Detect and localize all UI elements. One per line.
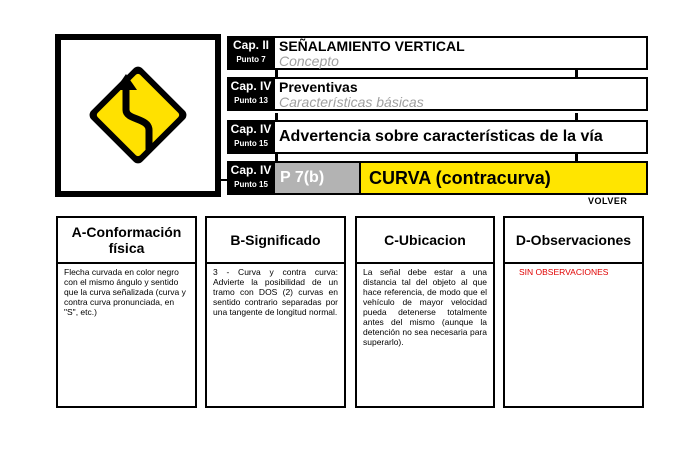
connector-tick <box>575 154 578 161</box>
chapter-label <box>227 77 275 111</box>
panel-conformacion <box>56 216 197 408</box>
connector-tick <box>275 113 278 120</box>
sign-frame <box>55 34 221 197</box>
row-content <box>275 36 648 70</box>
chapter-label <box>227 120 275 154</box>
chapter-label <box>227 161 275 195</box>
row-subtitle: Concepto <box>279 53 339 69</box>
panel-title: D-Observaciones <box>505 218 642 264</box>
point-number: Punto 7 <box>236 55 266 64</box>
panel-title: B-Significado <box>207 218 344 264</box>
connector-tick <box>275 70 278 77</box>
connector-tick <box>575 70 578 77</box>
panel-observaciones <box>503 216 644 408</box>
panel-title: A-Conformación física <box>58 218 195 264</box>
connector-tick <box>275 154 278 161</box>
back-link[interactable]: VOLVER <box>588 196 628 206</box>
panel-text: SIN OBSERVACIONES <box>519 267 609 277</box>
chapter-number: Cap. II <box>232 38 269 52</box>
panel-title: C-Ubicacion <box>357 218 493 264</box>
point-number: Punto 15 <box>234 180 268 189</box>
row-subtitle: Características básicas <box>279 94 424 110</box>
panel-ubicacion <box>355 216 495 408</box>
chapter-number: Cap. IV <box>230 79 272 93</box>
row-content <box>275 77 648 111</box>
panel-text: La señal debe estar a una distancia tal del objeto al que hace referencia, de modo que el vehículo de mayor velocidad pueda detenerse totalmente antes del mismo (aunque la detención no sea necesaria para superarlo). <box>363 267 487 347</box>
panel-text: 3 - Curva y contra curva: Advierte la posibilidad de un tramo con DOS (2) curvas en sentido contrario separadas por una tangente de longitud normal. <box>213 267 338 317</box>
point-number: Punto 15 <box>234 139 268 148</box>
curve-reverse-sign-icon <box>61 40 215 191</box>
panel-text: Flecha curvada en color negro con el mismo ángulo y sentido que la curva señalizada (curva y contra curva pronunciada, en "S", etc.) <box>64 267 186 317</box>
row-title: SEÑALAMIENTO VERTICAL <box>279 38 465 54</box>
chapter-label <box>227 36 275 70</box>
row-content <box>275 120 648 154</box>
row-title: Advertencia sobre características de la vía <box>279 128 603 145</box>
connector-tick <box>575 113 578 120</box>
chapter-number: Cap. IV <box>230 163 272 177</box>
chapter-number: Cap. IV <box>230 122 272 136</box>
sign-name: CURVA (contracurva) <box>359 161 648 195</box>
point-number: Punto 13 <box>234 96 268 105</box>
row-title: Preventivas <box>279 79 358 95</box>
panel-significado <box>205 216 346 408</box>
sign-code: P 7(b) <box>275 161 359 195</box>
